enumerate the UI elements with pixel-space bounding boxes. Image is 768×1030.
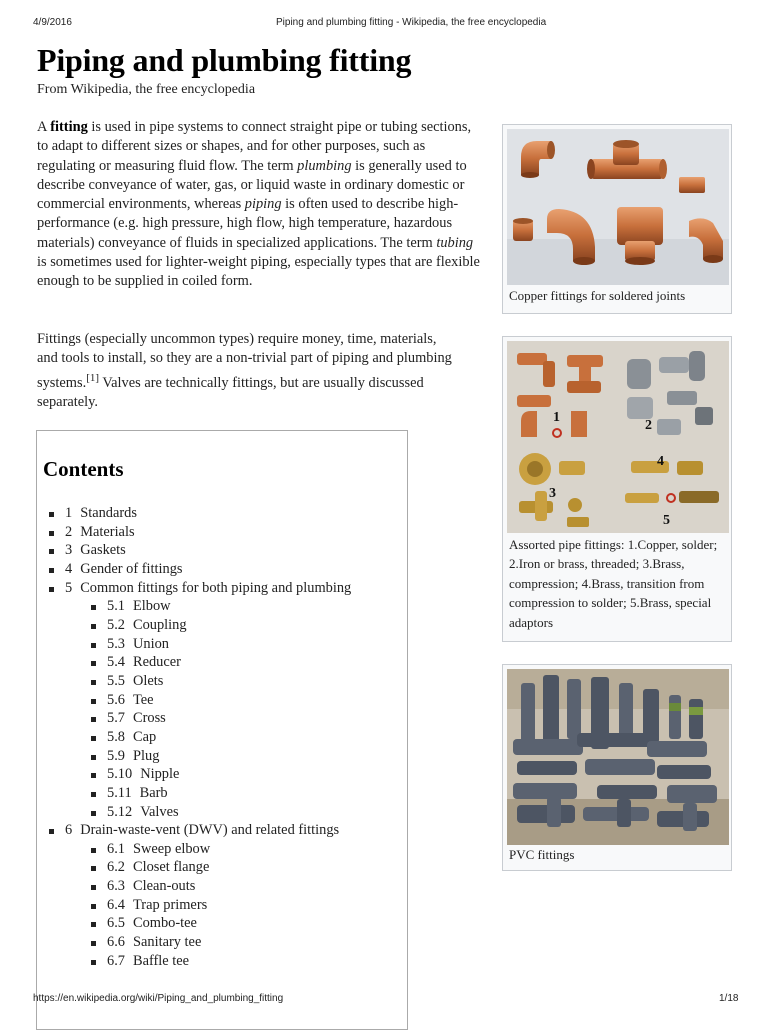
toc-item[interactable]: 3 Gaskets: [65, 541, 351, 560]
toc-subitem[interactable]: 5.5 Olets: [107, 672, 351, 691]
figure-pvc-fittings: [502, 664, 732, 871]
toc-subitem[interactable]: 6.4 Trap primers: [107, 896, 351, 915]
toc-list: [65, 504, 351, 970]
intro-paragraph: A fitting is used in pipe systems to connect straight pipe or tubing sections, to adapt to different sizes or shapes, and for other purposes, such as regulating or measuring fluid flow. The term plumbing is generally used to describe conveyance of water, gas, or liquid waste in ordinary domestic or commercial environments, whereas piping is often used to describe high-performance (e.g. high pressure, high flow, high temperature, hazardous materials) conveyance of fluids in specialized applications. The term tubing is sometimes used for lighter-weight piping, especially types that are flexible enough to be supplied in coiled form.: [37, 119, 480, 290]
assorted-fittings-image[interactable]: [507, 341, 729, 533]
toc-subitem[interactable]: 5.11 Barb: [107, 784, 351, 803]
tubing-term: tubing: [436, 234, 474, 251]
figure-caption: PVC fittings: [509, 847, 575, 862]
toc-item[interactable]: 5 Common fittings for both piping and plumbing 5.1 Elbow 5.2 Coupling 5.3 Union 5.4 Reducer 5.5 Olets 5.6 Tee 5.7 Cross 5.8 Cap 5.9 Plug 5.10 Nipple 5.11 Barb 5.12 Valves: [65, 579, 352, 820]
fitting-label-1: 1: [553, 410, 560, 425]
fitting-term: fitting: [50, 119, 88, 135]
toc-subitem[interactable]: 6.2 Closet flange: [107, 858, 351, 877]
toc-item[interactable]: 2 Materials: [65, 523, 351, 542]
toc-item[interactable]: 1 Standards: [65, 504, 351, 523]
figure-assorted-fittings: [502, 336, 732, 642]
toc-subitem[interactable]: 5.2 Coupling: [107, 616, 351, 635]
print-title: Piping and plumbing fitting - Wikipedia, the free encyclopedia: [276, 17, 547, 28]
plumbing-term: plumbing: [297, 157, 352, 174]
toc-subitem[interactable]: 5.6 Tee: [107, 691, 351, 710]
table-of-contents: [36, 430, 408, 1030]
toc-subitem[interactable]: 5.4 Reducer: [107, 653, 351, 672]
toc-subitem[interactable]: 5.7 Cross: [107, 709, 351, 728]
print-date: 4/9/2016: [33, 17, 72, 28]
toc-subitem[interactable]: 6.6 Sanitary tee: [107, 933, 351, 952]
toc-subitem[interactable]: 5.12 Valves: [107, 803, 351, 822]
page-number: 1/18: [719, 993, 739, 1004]
page-title: Piping and plumbing fitting: [37, 42, 412, 78]
copper-fittings-image[interactable]: [507, 129, 729, 285]
toc-subitem[interactable]: 5.8 Cap: [107, 728, 351, 747]
figure-caption: Copper fittings for soldered joints: [509, 288, 686, 303]
page-subtitle: From Wikipedia, the free encyclopedia: [37, 82, 256, 97]
toc-item[interactable]: 6 Drain-waste-vent (DWV) and related fittings 6.1 Sweep elbow 6.2 Closet flange 6.3 Clean-outs 6.4 Trap primers 6.5 Combo-tee 6.6 Sanitary tee 6.7 Baffle tee: [65, 821, 351, 970]
fitting-label-2: 2: [645, 418, 652, 433]
print-url: https://en.wikipedia.org/wiki/Piping_and_plumbing_fitting: [33, 993, 284, 1004]
toc-subitem[interactable]: 5.10 Nipple: [107, 765, 351, 784]
toc-subitem[interactable]: 5.9 Plug: [107, 747, 351, 766]
toc-sublist: [65, 840, 351, 971]
toc-sublist: [65, 597, 351, 821]
toc-subitem[interactable]: 5.1 Elbow: [107, 597, 351, 616]
toc-subitem[interactable]: 5.3 Union: [107, 635, 351, 654]
toc-subitem[interactable]: 6.5 Combo-tee: [107, 914, 351, 933]
figure-copper-fittings: [502, 124, 732, 314]
figure-caption: Assorted pipe fittings: 1.Copper, solder; 2.Iron or brass, threaded; 3.Brass, compression; 4.Brass, transition from compression to solder; 5.Brass, special adaptors: [509, 537, 718, 630]
piping-term: piping: [244, 196, 282, 213]
fitting-label-3: 3: [549, 486, 556, 501]
pvc-fittings-image[interactable]: [507, 669, 729, 845]
fitting-label-4: 4: [657, 454, 664, 469]
toc-subitem[interactable]: 6.7 Baffle tee: [107, 952, 351, 971]
fittings-paragraph: Fittings (especially uncommon types) require money, time, materials, and tools to install, so they are a non-trivial part of piping and plumbing systems.[1] Valves are technically fittings, but are usually discussed separately.: [37, 331, 452, 410]
toc-subitem[interactable]: 6.1 Sweep elbow: [107, 840, 351, 859]
toc-title: Contents: [43, 457, 124, 481]
fitting-label-5: 5: [663, 513, 670, 528]
toc-item[interactable]: 4 Gender of fittings: [65, 560, 351, 579]
toc-subitem[interactable]: 6.3 Clean-outs: [107, 877, 351, 896]
reference-link[interactable]: [1]: [86, 371, 100, 384]
